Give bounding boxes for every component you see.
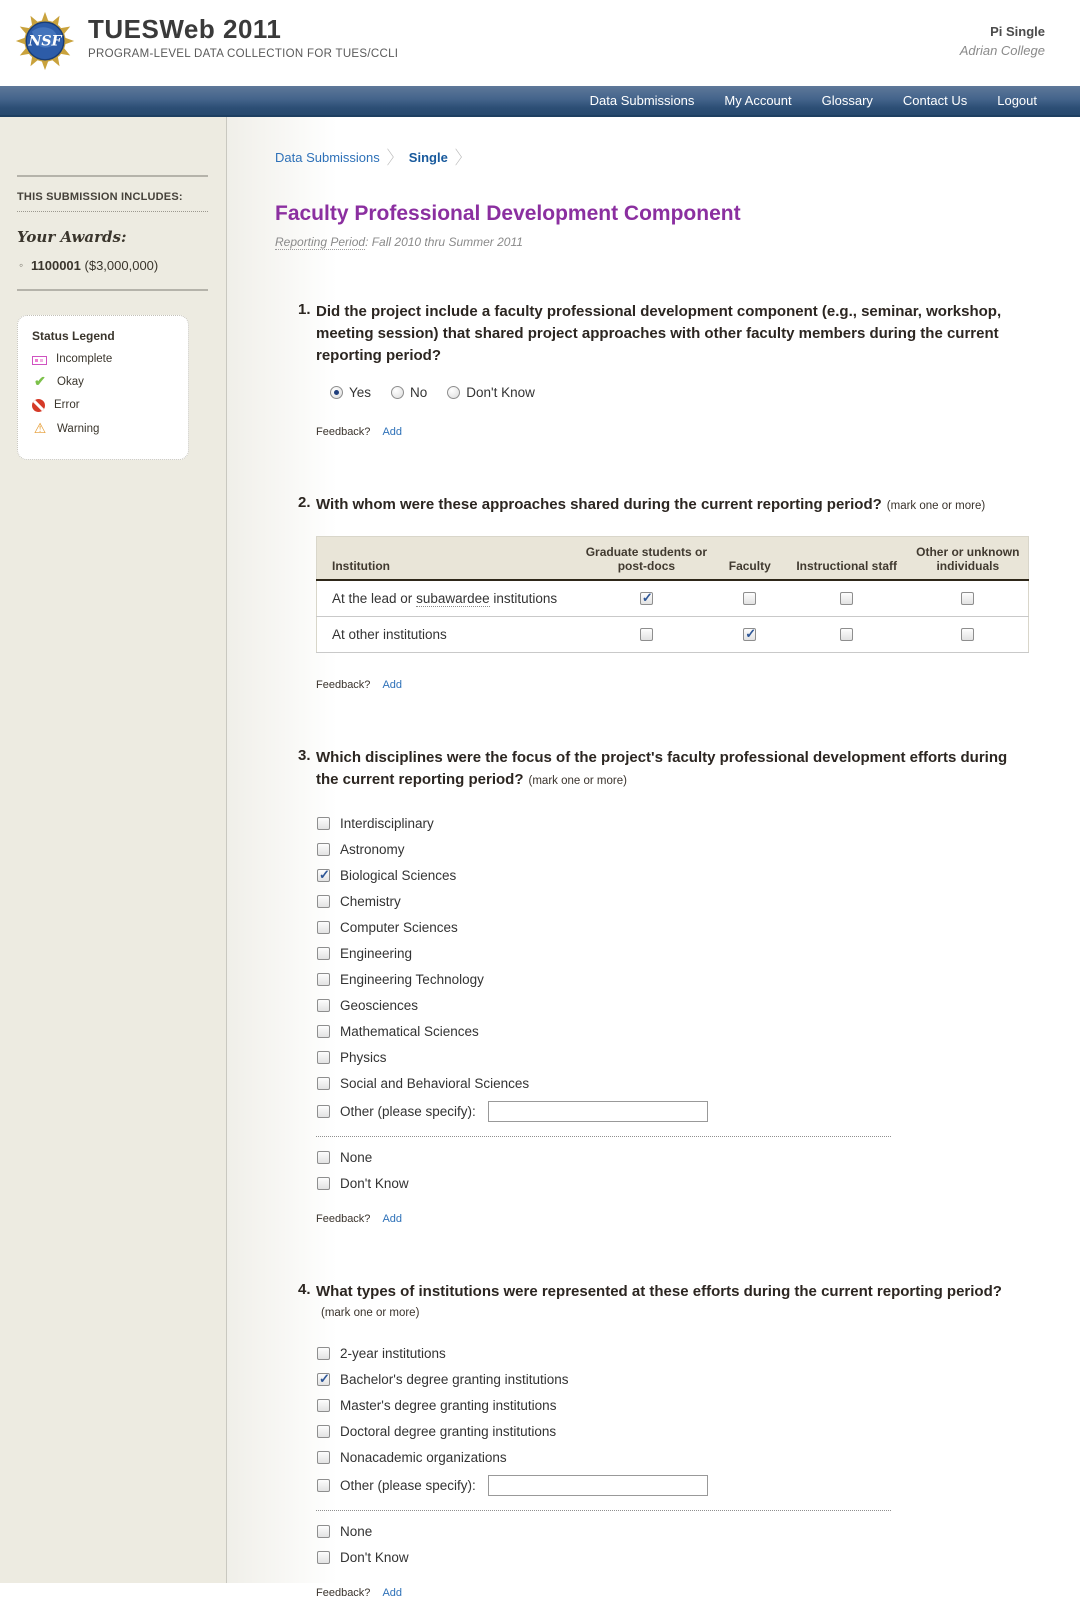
q4-checkbox-list xyxy=(317,1345,1010,1496)
reporting-period xyxy=(275,235,1030,249)
question-hint: (mark one or more) xyxy=(321,1307,420,1320)
checkbox[interactable] xyxy=(317,1451,330,1464)
reporting-period-value: : Fall 2010 thru Summer 2011 xyxy=(365,235,523,249)
legend-label: Error xyxy=(54,399,80,411)
status-legend-title: Status Legend xyxy=(32,329,115,343)
radio-button[interactable] xyxy=(330,386,343,399)
sidebar xyxy=(0,117,227,1583)
breadcrumb xyxy=(275,147,1030,168)
radio-option[interactable] xyxy=(391,385,427,400)
checkbox-label: None xyxy=(340,1523,373,1539)
question-text: With whom were these approaches shared during the current reporting period? xyxy=(316,495,882,513)
checkbox[interactable] xyxy=(317,1399,330,1412)
main-content xyxy=(227,117,1080,1599)
checkbox[interactable] xyxy=(317,869,330,882)
checkbox-option[interactable] xyxy=(317,841,1010,857)
q3-extra-list xyxy=(317,1149,1010,1191)
table-row xyxy=(317,580,1029,617)
legend-label: Incomplete xyxy=(56,353,113,365)
checkbox[interactable] xyxy=(317,1177,330,1190)
checkbox[interactable] xyxy=(961,628,974,641)
table-row xyxy=(317,616,1029,652)
checkbox-option[interactable] xyxy=(317,971,1010,987)
q4-extra-list xyxy=(317,1523,1010,1565)
checkbox-label: Interdisciplinary xyxy=(340,815,434,831)
feedback-label: Feedback? xyxy=(316,1587,371,1599)
breadcrumb-current: Single xyxy=(408,150,448,165)
checkbox[interactable] xyxy=(317,1051,330,1064)
question-number: 3. xyxy=(298,746,311,764)
breadcrumb-link-data-submissions[interactable]: Data Submissions xyxy=(275,150,380,165)
legend-label: Okay xyxy=(57,375,84,388)
checkbox-option[interactable] xyxy=(317,1449,1010,1465)
checkbox-label: Don't Know xyxy=(340,1175,409,1191)
checkbox[interactable] xyxy=(317,1105,330,1118)
checkbox[interactable] xyxy=(317,921,330,934)
checkbox-label: Other (please specify): xyxy=(340,1104,476,1120)
radio-label: No xyxy=(410,384,428,400)
checkbox-option[interactable] xyxy=(317,919,1010,935)
checkbox-option[interactable] xyxy=(317,867,1010,883)
radio-button[interactable] xyxy=(447,386,460,399)
checkbox[interactable] xyxy=(317,1425,330,1438)
divider xyxy=(316,1136,891,1137)
checkbox-label: Physics xyxy=(340,1049,387,1065)
checkbox[interactable] xyxy=(840,592,853,605)
checkbox-option[interactable] xyxy=(317,1345,1010,1361)
checkbox-label: Computer Sciences xyxy=(340,919,458,935)
legend-item xyxy=(32,421,174,436)
divider xyxy=(17,289,208,291)
feedback-row xyxy=(316,1213,1010,1225)
radio-option[interactable] xyxy=(447,385,535,400)
okay-icon xyxy=(32,374,48,389)
feedback-add-link[interactable]: Add xyxy=(382,1587,403,1599)
q2-table-header xyxy=(317,536,1029,580)
checkbox[interactable] xyxy=(317,895,330,908)
checkbox-option[interactable] xyxy=(317,1075,1010,1091)
user-organization: Adrian College xyxy=(959,43,1045,58)
question-hint: (mark one or more) xyxy=(886,499,986,512)
glossary-term[interactable]: subawardee xyxy=(416,590,490,606)
checkbox-label: Geosciences xyxy=(340,997,419,1013)
feedback-label: Feedback? xyxy=(316,1213,371,1226)
question-text: Did the project include a faculty professional development component (e.g., seminar, workshop, meeting session) that shared project approaches with other faculty members during the current reporting period? xyxy=(316,303,1002,365)
checkbox[interactable] xyxy=(317,1373,330,1386)
checkbox-option[interactable] xyxy=(317,997,1010,1013)
checkbox-option[interactable] xyxy=(317,1523,1010,1539)
checkbox-option[interactable] xyxy=(317,1549,1010,1565)
checkbox-option[interactable] xyxy=(317,815,1010,831)
checkbox-option[interactable] xyxy=(317,945,1010,961)
checkbox[interactable] xyxy=(961,592,974,605)
row-label: At the lead or xyxy=(332,590,417,606)
checkbox-label: None xyxy=(340,1149,373,1165)
checkbox-label: Social and Behavioral Sciences xyxy=(340,1075,530,1091)
checkbox[interactable] xyxy=(317,999,330,1012)
column-header: Institution xyxy=(317,536,580,580)
question-hint: (mark one or more) xyxy=(528,774,627,787)
checkbox-label: Biological Sciences xyxy=(340,867,457,883)
chevron-right-icon: 〉 xyxy=(386,148,402,169)
question-text: What types of institutions were represented at these efforts during the current reporting period? xyxy=(316,1283,1002,1301)
other-specify-input[interactable] xyxy=(488,1101,708,1122)
nav-item[interactable]: My Account xyxy=(724,93,792,108)
status-legend xyxy=(17,315,189,460)
checkbox-label: Engineering Technology xyxy=(340,971,484,987)
checkbox-option[interactable] xyxy=(317,1475,1010,1496)
checkbox-option[interactable] xyxy=(317,1175,1010,1191)
nav-item[interactable]: Glossary xyxy=(821,93,873,108)
legend-label: Warning xyxy=(57,422,100,435)
user-name: Pi Single xyxy=(990,24,1045,39)
checkbox[interactable] xyxy=(743,628,756,641)
question-1 xyxy=(298,301,1010,438)
nav-item[interactable]: Logout xyxy=(997,93,1037,108)
q2-table xyxy=(316,536,1029,653)
checkbox[interactable] xyxy=(743,592,756,605)
checkbox[interactable] xyxy=(317,1551,330,1564)
question-3 xyxy=(298,747,1010,1225)
radio-label: Don't Know xyxy=(466,384,535,400)
feedback-row xyxy=(316,679,1010,691)
checkbox[interactable] xyxy=(317,1151,330,1164)
award-item[interactable] xyxy=(17,258,208,273)
checkbox-label: Don't Know xyxy=(340,1549,409,1565)
checkbox-option[interactable] xyxy=(317,1149,1010,1165)
row-label: institutions xyxy=(489,590,558,606)
question-4 xyxy=(298,1281,1010,1599)
checkbox[interactable] xyxy=(317,947,330,960)
checkbox-option[interactable] xyxy=(317,1101,1010,1122)
checkbox-option[interactable] xyxy=(317,1397,1010,1413)
checkbox-label: Mathematical Sciences xyxy=(340,1023,479,1039)
column-header: Other or unknown individuals xyxy=(908,536,1029,580)
row-label: At other institutions xyxy=(332,626,447,642)
checkbox-label: 2-year institutions xyxy=(340,1345,446,1361)
legend-item xyxy=(32,374,174,389)
checkbox-label: Astronomy xyxy=(340,841,405,857)
main-nav xyxy=(0,86,1080,117)
checkbox-option[interactable] xyxy=(317,1023,1010,1039)
checkbox[interactable] xyxy=(317,973,330,986)
checkbox[interactable] xyxy=(317,1025,330,1038)
warning-icon xyxy=(32,421,48,436)
checkbox[interactable] xyxy=(317,1347,330,1360)
app-title: TUESWeb 2011 xyxy=(88,14,282,44)
feedback-row xyxy=(316,1587,1010,1599)
checkbox-label: Master's degree granting institutions xyxy=(340,1397,557,1413)
column-header: Faculty xyxy=(714,536,786,580)
feedback-add-link[interactable]: Add xyxy=(382,678,403,691)
column-header: Graduate students or post-docs xyxy=(579,536,714,580)
radio-option[interactable] xyxy=(330,385,371,400)
checkbox-label: Chemistry xyxy=(340,893,401,909)
error-icon xyxy=(32,399,45,412)
status-legend-list xyxy=(32,353,174,436)
nav-item[interactable]: Contact Us xyxy=(902,93,968,108)
checkbox[interactable] xyxy=(640,592,653,605)
incomplete-icon xyxy=(32,356,47,365)
award-number: 1100001 xyxy=(31,258,81,273)
divider xyxy=(17,175,208,177)
feedback-row xyxy=(316,426,1010,438)
nsf-logo-text: NSF xyxy=(28,33,62,50)
legend-item xyxy=(32,398,174,412)
page-title: Faculty Professional Development Component xyxy=(275,202,741,225)
checkbox[interactable] xyxy=(640,628,653,641)
question-number: 2. xyxy=(298,493,311,511)
other-specify-input[interactable] xyxy=(488,1475,708,1496)
checkbox-option[interactable] xyxy=(317,1371,1010,1387)
submission-includes-heading: THIS SUBMISSION INCLUDES: xyxy=(17,191,208,212)
feedback-label: Feedback? xyxy=(316,425,371,438)
reporting-period-term[interactable]: Reporting Period xyxy=(275,235,366,249)
checkbox-option[interactable] xyxy=(317,1423,1010,1439)
q1-radio-group xyxy=(330,385,1010,400)
checkbox[interactable] xyxy=(317,1077,330,1090)
checkbox-label: Doctoral degree granting institutions xyxy=(340,1423,557,1439)
app-subtitle: PROGRAM-LEVEL DATA COLLECTION FOR TUES/CCLI xyxy=(88,48,399,60)
checkbox[interactable] xyxy=(317,1525,330,1538)
app-header xyxy=(0,0,1080,86)
radio-label: Yes xyxy=(349,384,372,400)
checkbox[interactable] xyxy=(317,817,330,830)
checkbox-option[interactable] xyxy=(317,1049,1010,1065)
checkbox[interactable] xyxy=(317,843,330,856)
checkbox-label: Bachelor's degree granting institutions xyxy=(340,1371,569,1387)
your-awards-heading: Your Awards: xyxy=(17,228,127,246)
checkbox[interactable] xyxy=(317,1479,330,1492)
column-header: Instructional staff xyxy=(786,536,908,580)
question-2 xyxy=(298,493,1020,691)
q3-checkbox-list xyxy=(317,815,1010,1122)
radio-button[interactable] xyxy=(391,386,404,399)
award-amount: ($3,000,000) xyxy=(80,258,159,273)
feedback-add-link[interactable]: Add xyxy=(382,1213,403,1226)
feedback-add-link[interactable]: Add xyxy=(382,425,403,438)
divider xyxy=(316,1510,891,1511)
nsf-logo-icon xyxy=(14,8,76,74)
feedback-label: Feedback? xyxy=(316,678,371,691)
checkbox-label: Engineering xyxy=(340,945,413,961)
chevron-right-icon: 〉 xyxy=(454,148,470,169)
question-number: 1. xyxy=(298,301,311,318)
legend-item xyxy=(32,353,174,365)
question-number: 4. xyxy=(298,1281,311,1299)
nav-item[interactable]: Data Submissions xyxy=(589,93,695,108)
q2-table-body xyxy=(317,580,1029,653)
question-text: Which disciplines were the focus of the project's faculty professional development efforts during the current reporting period? xyxy=(316,748,1008,788)
checkbox[interactable] xyxy=(840,628,853,641)
checkbox-label: Nonacademic organizations xyxy=(340,1449,507,1465)
checkbox-label: Other (please specify): xyxy=(340,1478,476,1494)
checkbox-option[interactable] xyxy=(317,893,1010,909)
